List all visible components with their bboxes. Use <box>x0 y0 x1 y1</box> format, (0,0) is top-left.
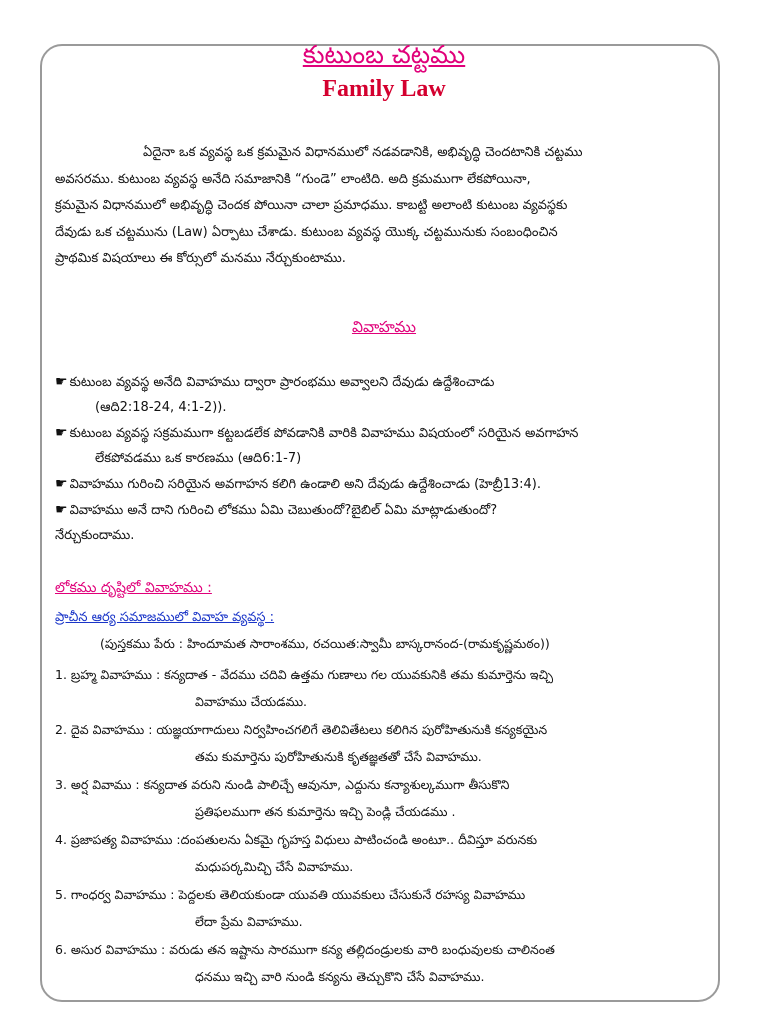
marriage-type-text-cont: ప్రతిఫలముగా తన కుమార్తెను ఇచ్చి పెండ్లి చేయడము . <box>195 804 456 819</box>
marriage-type-label: 4. ప్రజాపత్య వివాహము : <box>55 832 181 847</box>
list-item <box>55 370 720 420</box>
intro-line: ఏదైనా ఒక వ్యవస్థ ఒక క్రమమైన విధానములో నడవడానికి, అభివృద్ధి చెందటానికి చట్టము <box>143 145 583 160</box>
intro-line: క్రమమైన విధానములో అభివృద్ధి చెందక పోయినా చాలా ప్రమాధము. కాబట్టి అలాంటి కుటుంబ వ్యవస్థకు <box>55 198 568 214</box>
pointing-hand-icon: ☛ <box>55 476 68 492</box>
intro-line: ప్రాథమిక విషయాలు ఈ కోర్సులో మనము నేర్చుకుంటాము. <box>55 251 346 267</box>
marriage-type-text: పెద్దలకు తెలియకుండా యువతి యువకులు చేసుకునే రహస్య వివాహము <box>178 887 526 902</box>
marriage-type-text-cont: మధుపర్కమిచ్చి చేసే వివాహము. <box>195 859 354 874</box>
list-item <box>55 936 720 990</box>
list-item <box>55 421 720 471</box>
list-item <box>55 498 720 548</box>
bullet-text: వివాహము అనే దాని గురించి లోకము ఏమి చెబుతుందో?బైబిల్ ఏమి మాట్లాడుతుందో? <box>69 503 498 518</box>
world-view-heading: లోకము దృష్టిలో వివాహము : <box>55 580 212 596</box>
marriage-type-text-cont: తమ కుమార్తెను పురోహితునుకి కృతజ్ఞతతో చేసే వివాహము. <box>195 749 482 764</box>
pointing-hand-icon: ☛ <box>55 502 68 518</box>
marriage-type-text-cont: ధనము ఇచ్చి వారి నుండి కన్యను తెచ్చుకొని చేసే వివాహము. <box>195 969 485 984</box>
marriage-types-list <box>55 661 720 991</box>
section-heading-marriage: వివాహము <box>351 318 417 336</box>
pointing-hand-icon: ☛ <box>55 374 68 390</box>
intro-paragraph <box>55 140 715 273</box>
page-title-telugu: కుటుంబ చట్టము <box>302 40 466 69</box>
list-item <box>55 826 720 880</box>
list-item <box>55 716 720 770</box>
bullet-text: కుటుంబ వ్యవస్థ అనేది వివాహము ద్వారా ప్రారంభము అవ్వాలని దేవుడు ఉద్దేశించాడు <box>69 375 495 390</box>
aryan-society-heading: ప్రాచీన ఆర్య సమాజములో వివాహ వ్యవస్థ : <box>55 610 275 625</box>
marriage-type-text-cont: వివాహము చేయడము. <box>195 694 307 709</box>
list-item <box>55 771 720 825</box>
bullet-list <box>55 370 720 549</box>
list-item <box>55 472 720 497</box>
list-item <box>55 661 720 715</box>
marriage-type-label: 6. అసుర వివాహము : <box>55 942 170 957</box>
marriage-type-text: వరుడు తన ఇష్టాను సారముగా కన్య తల్లిదండ్రులకు వారి బంధువులకు చాలినంత <box>169 942 555 957</box>
bullet-text-cont: నేర్చుకుందాము. <box>55 528 135 543</box>
book-source: (పుస్తకము పేరు : హిందూమత సారాంశము, రచయిత:స్వామీ బాస్కరానంద-(రామకృష్ణమఠం)) <box>100 636 550 651</box>
list-item <box>55 881 720 935</box>
intro-line: దేవుడు ఒక చట్టమును (Law) ఏర్పాటు చేశాడు. కుటుంబ వ్యవస్థ యొక్క చట్టమునుకు సంబంధించిన <box>55 224 558 240</box>
intro-line: అవసరము. కుటుంబ వ్యవస్థ అనేది సమాజానికి “గుండె” లాంటిది. అది క్రమముగా లేకపోయినా, <box>55 171 531 187</box>
marriage-type-text: కన్యదాత - వేదము చదివి ఉత్తమ గుణాలు గల యువకునికి తమ కుమార్తెను ఇచ్చి <box>164 667 554 682</box>
marriage-type-text: కన్యదాత వరుని నుండి పాలిచ్చే ఆవునూ, ఎద్దును కన్యాశుల్కముగా తీసుకొని <box>143 777 510 792</box>
marriage-type-text-cont: లేదా ప్రేమ వివాహము. <box>195 914 303 929</box>
marriage-type-label: 5. గాంధర్వ వివాహము : <box>55 887 179 902</box>
marriage-type-label: 2. దైవ వివాహము : <box>55 722 157 737</box>
bullet-text: వివాహము గురించి సరియైన అవగాహన కలిగి ఉండాలి అని దేవుడు ఉద్దేశించాడు (హెబ్రీ13:4). <box>69 477 541 492</box>
marriage-type-text: దంపతులను ఏకమై గృహస్త విధులు పాటించండి అంటూ.. దీవిస్తూ వరునకు <box>180 832 538 847</box>
marriage-type-text: యజ్ఞయాగాదులు నిర్వహించగలిగే తెలివితేటలు కలిగిన పురోహితునుకి కన్యకయైన <box>156 722 548 737</box>
bullet-text-cont: (ఆది2:18-24, 4:1-2)). <box>95 400 227 415</box>
bullet-text-cont: లేకపోవడము ఒక కారణము (ఆది6:1-7) <box>95 451 302 466</box>
bullet-text: కుటుంబ వ్యవస్థ సక్రమముగా కట్టబడలేక పోవడానికి వారికి వివాహము విషయంలో సరియైన అవగాహన <box>69 426 579 441</box>
marriage-type-label: 1. బ్రహ్మ వివాహము : <box>55 667 165 682</box>
marriage-type-label: 3. అర్ష వివాము : <box>55 777 144 792</box>
pointing-hand-icon: ☛ <box>55 425 68 441</box>
page-title-english: Family Law <box>322 76 446 102</box>
